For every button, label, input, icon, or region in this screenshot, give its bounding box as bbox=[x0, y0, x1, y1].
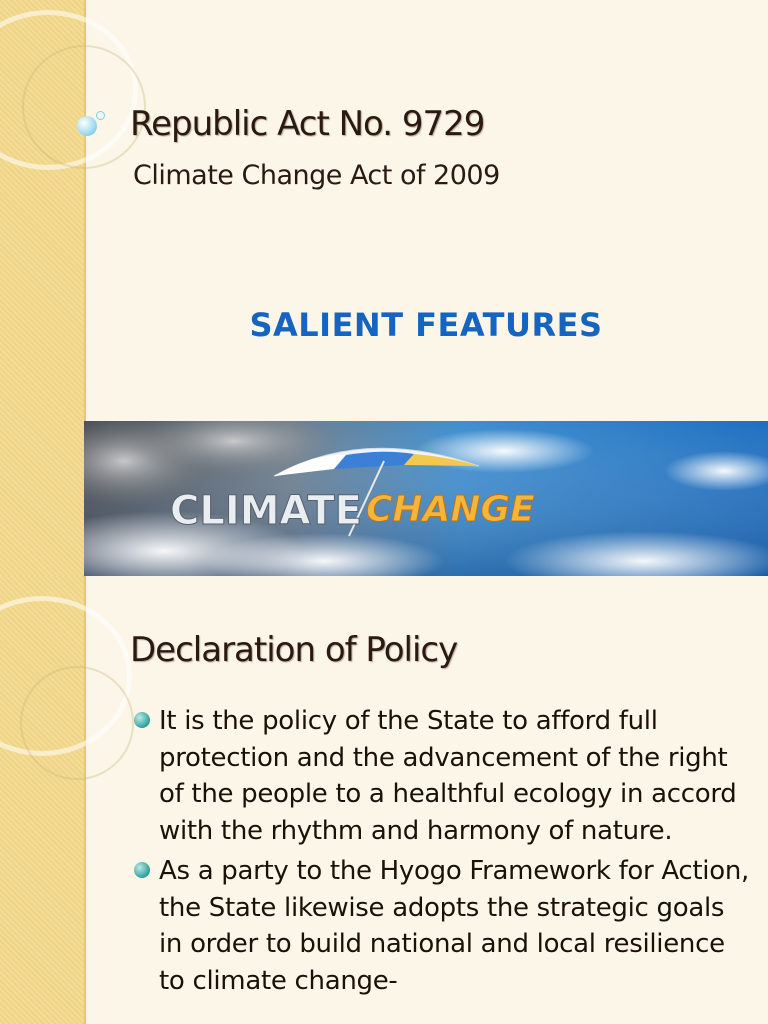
policy-bullet-text: As a party to the Hyogo Framework for Action, the State likewise adopts the strategic goals in order to build national and local resilience to climate change- bbox=[159, 856, 749, 996]
decorative-bubble-small-icon bbox=[96, 111, 105, 120]
teal-sphere-bullet-icon bbox=[134, 862, 150, 878]
policy-bullet-1 bbox=[132, 703, 752, 849]
decorative-ring-small bbox=[22, 45, 146, 169]
policy-bullet-list bbox=[132, 703, 752, 1003]
slide-subtitle: Climate Change Act of 2009 bbox=[133, 160, 500, 191]
salient-features-heading: SALIENT FEATURES bbox=[249, 306, 603, 344]
decorative-bubble-large-icon bbox=[77, 116, 97, 136]
policy-bullet-2 bbox=[132, 853, 752, 999]
banner-word-climate: CLIMATE bbox=[170, 488, 362, 534]
policy-title: Declaration of Policy bbox=[130, 630, 458, 670]
policy-bullet-text: It is the policy of the State to afford full protection and the advancement of the right of the people to a healthful ecology in accord with the rhythm and harmony of nature. bbox=[159, 706, 737, 846]
climate-change-banner bbox=[84, 421, 768, 576]
slide-title: Republic Act No. 9729 bbox=[130, 104, 485, 144]
teal-sphere-bullet-icon bbox=[134, 712, 150, 728]
decorative-ring-small bbox=[20, 666, 134, 780]
banner-word-change: CHANGE bbox=[366, 489, 535, 530]
